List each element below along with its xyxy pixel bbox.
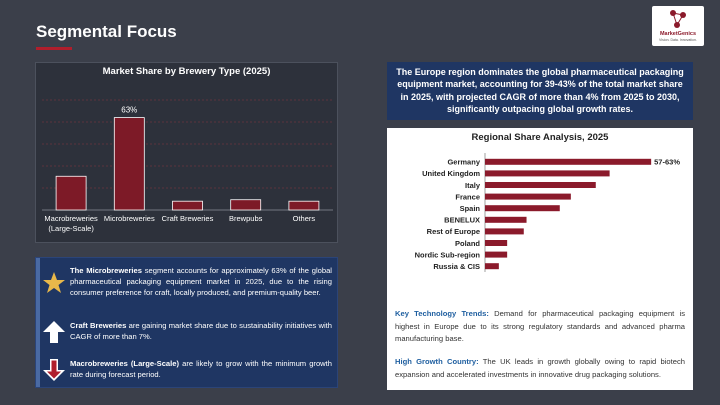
regional-chart bbox=[387, 128, 693, 288]
y-tick-label: Italy bbox=[464, 180, 480, 190]
x-tick-label: Brewpubs bbox=[229, 214, 263, 223]
x-tick-label: Macrobreweries bbox=[44, 214, 98, 223]
note-body: The UK leads in growth globally owing to rapid biotech expansion and accelerated investments in innovative drug packaging solutions. bbox=[395, 357, 685, 379]
y-tick-label: Spain bbox=[459, 204, 480, 213]
bar bbox=[485, 205, 560, 211]
brand-logo bbox=[652, 6, 704, 46]
data-label: 63% bbox=[121, 105, 138, 115]
insight-bold: Craft Breweries bbox=[70, 321, 127, 330]
bar bbox=[485, 194, 571, 200]
bar bbox=[114, 118, 144, 210]
y-tick-label: BENELUX bbox=[444, 215, 480, 225]
brewery-chart bbox=[36, 63, 339, 244]
insight-body: are gaining market share due to sustainability initiatives with CAGR of more than 7%. bbox=[70, 321, 333, 341]
x-tick-label: Microbreweries bbox=[103, 214, 155, 223]
insights-panel bbox=[35, 257, 338, 388]
bar bbox=[485, 252, 507, 258]
note-head: Key Technology Trends: bbox=[395, 309, 489, 318]
bar bbox=[485, 170, 610, 176]
bar bbox=[485, 263, 499, 269]
bar bbox=[485, 240, 507, 246]
note-key-technology bbox=[395, 308, 685, 346]
regional-panel bbox=[387, 128, 693, 390]
bar bbox=[289, 201, 319, 210]
title-underline bbox=[36, 47, 72, 50]
regional-chart-title: Regional Share Analysis, 2025 bbox=[471, 132, 609, 143]
data-label: 57-63% bbox=[654, 157, 681, 167]
y-tick-label: France bbox=[455, 192, 480, 202]
page-title: Segmental Focus bbox=[36, 22, 177, 41]
bar bbox=[485, 217, 527, 223]
arrow-down-icon bbox=[42, 358, 66, 382]
bar bbox=[485, 182, 596, 188]
insight-body: are likely to grow with the minimum growth rate during forecast period. bbox=[70, 359, 332, 379]
x-tick-label: Craft Breweries bbox=[161, 214, 214, 223]
logo-name: MarketGenics bbox=[659, 31, 697, 37]
insight-text bbox=[70, 358, 332, 380]
insight-text bbox=[70, 320, 332, 342]
arrow-up-icon bbox=[42, 320, 66, 344]
note-head: High Growth Country: bbox=[395, 357, 479, 366]
insight-bold: The Microbreweries bbox=[70, 266, 142, 275]
insights-accent-bar bbox=[36, 258, 40, 387]
note-high-growth bbox=[395, 356, 685, 381]
logo-network-icon bbox=[669, 9, 687, 29]
insight-bold: Macrobreweries (Large-Scale) bbox=[70, 359, 180, 368]
insight-body: segment accounts for approximately 63% of the global pharmaceutical packaging equipment market in 2025, due to the rising consumer preference for craft, locally produced, and premium-quality beer. bbox=[70, 266, 332, 297]
y-tick-label: Germany bbox=[447, 157, 480, 167]
y-tick-label: United Kingdom bbox=[422, 169, 480, 179]
bar bbox=[56, 176, 86, 210]
y-tick-label: Nordic Sub-region bbox=[414, 250, 480, 260]
brewery-chart-title: Market Share by Brewery Type (2025) bbox=[102, 66, 271, 77]
bar bbox=[231, 200, 261, 210]
note-body: Demand for pharmaceutical packaging equipment is highest in Europe due to its strong regulatory standards and advanced pharma manufacturing base. bbox=[395, 309, 685, 343]
bar bbox=[485, 228, 524, 234]
y-tick-label: Russia & CIS bbox=[433, 262, 480, 271]
y-tick-label: Rest of Europe bbox=[426, 227, 480, 237]
insight-text bbox=[70, 265, 332, 298]
x-tick-label: Others bbox=[292, 214, 316, 223]
bar bbox=[173, 201, 203, 210]
star-icon bbox=[42, 271, 66, 295]
brewery-chart-panel bbox=[35, 62, 338, 243]
x-tick-label: (Large-Scale) bbox=[48, 224, 94, 233]
bar bbox=[485, 159, 651, 165]
logo-tagline: Vision. Data. Innovation. bbox=[659, 38, 697, 42]
europe-highlight: The Europe region dominates the global pharmaceutical packaging equipment market, accounting for 39-43% of the total market share in 2025, with projected CAGR of more than 4% from 2025 to 2030, significantly outpacing global growth rates. bbox=[387, 62, 693, 120]
y-tick-label: Poland bbox=[454, 238, 480, 248]
